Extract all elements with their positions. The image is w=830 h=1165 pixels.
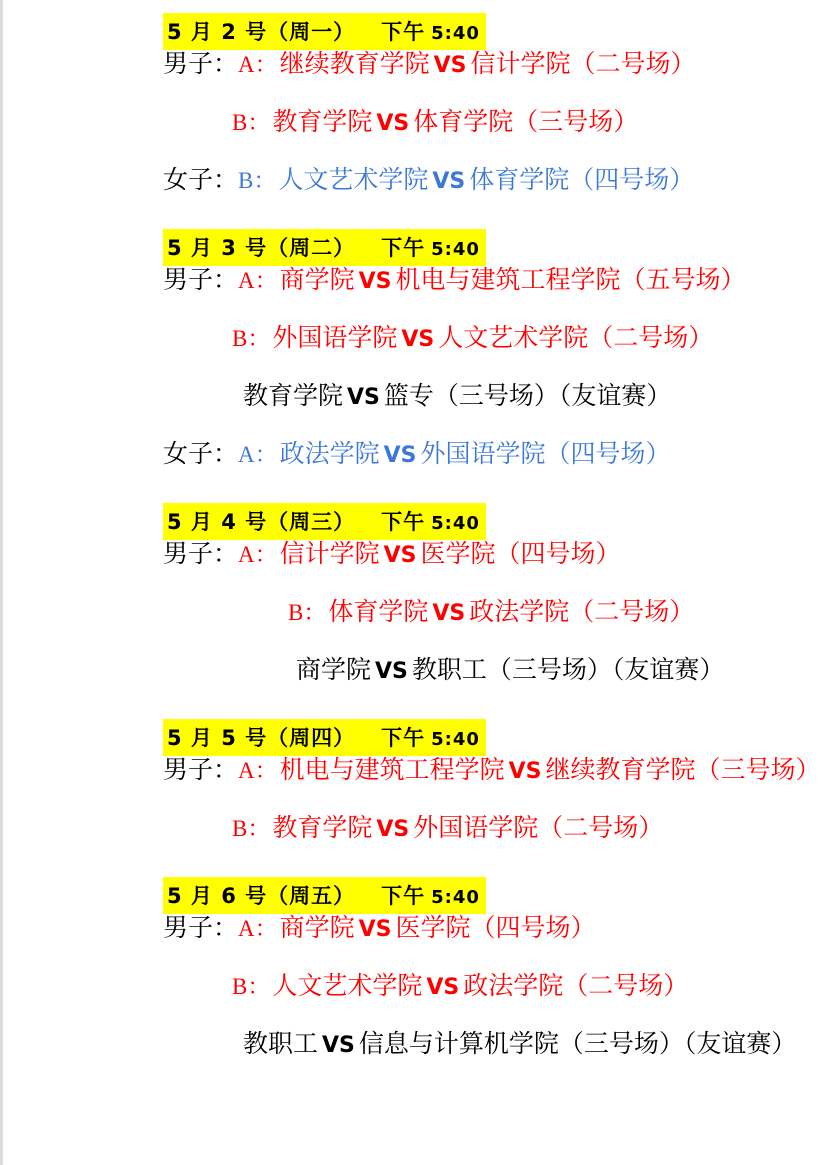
date-highlight xyxy=(163,503,486,540)
date-text: 5 月 2 号（周一） xyxy=(167,19,356,44)
match-line xyxy=(0,600,830,658)
match-line xyxy=(0,52,830,110)
venue-label: （四号场） xyxy=(569,167,695,194)
versus-label: VS xyxy=(383,443,417,468)
group-tag: B： xyxy=(232,974,271,999)
venue-label: （四号场） xyxy=(545,441,671,468)
venue-label: （四号场） xyxy=(470,915,596,942)
date-header xyxy=(163,874,830,916)
team-two: 医学院 xyxy=(395,915,471,942)
match-line xyxy=(0,110,830,168)
match-line xyxy=(0,758,830,816)
match-line xyxy=(0,384,830,442)
day-block xyxy=(0,10,830,226)
match-line xyxy=(0,816,830,874)
gender-category-label: 女子： xyxy=(163,167,239,194)
group-tag: B： xyxy=(232,816,271,841)
versus-label: VS xyxy=(433,53,467,78)
time-label: 下午 xyxy=(381,725,426,750)
team-two: 体育学院 xyxy=(469,167,570,194)
date-highlight xyxy=(163,877,486,914)
venue-label: （二号场） xyxy=(588,325,714,352)
team-one: 外国语学院 xyxy=(272,325,398,352)
team-one: 商学院 xyxy=(296,657,372,684)
gender-category-label: 男子： xyxy=(163,757,239,784)
team-two: 人文艺术学院 xyxy=(438,325,589,352)
group-tag: A： xyxy=(238,52,278,77)
day-block xyxy=(0,874,830,1090)
match-line xyxy=(0,974,830,1032)
date-text: 5 月 3 号（周二） xyxy=(167,235,356,260)
team-one: 教育学院 xyxy=(243,383,344,410)
time-value: 5:40 xyxy=(431,728,480,750)
time-value: 5:40 xyxy=(431,886,480,908)
versus-label: VS xyxy=(401,327,435,352)
team-two: 外国语学院 xyxy=(413,815,539,842)
venue-label: （四号场） xyxy=(495,541,621,568)
time-value: 5:40 xyxy=(431,238,480,260)
team-two: 信息与计算机学院 xyxy=(358,1031,559,1058)
venue-label: （二号场） xyxy=(538,815,664,842)
team-one: 人文艺术学院 xyxy=(272,973,423,1000)
venue-label: （五号场） xyxy=(620,267,746,294)
time-label: 下午 xyxy=(381,19,426,44)
match-line xyxy=(0,1032,830,1090)
versus-label: VS xyxy=(347,385,380,410)
venue-label: （三号场） xyxy=(513,109,639,136)
match-line xyxy=(0,542,830,600)
group-tag: B： xyxy=(232,326,271,351)
team-one: 商学院 xyxy=(279,915,355,942)
group-tag: B： xyxy=(238,168,277,193)
versus-label: VS xyxy=(508,759,542,784)
match-line xyxy=(0,442,830,500)
venue-label: （三号场）（友谊赛） xyxy=(433,383,672,410)
match-line xyxy=(0,268,830,326)
versus-label: VS xyxy=(358,269,392,294)
gender-category-label: 男子： xyxy=(163,267,239,294)
team-two: 体育学院 xyxy=(413,109,514,136)
team-two: 医学院 xyxy=(420,541,496,568)
group-tag: A： xyxy=(238,442,278,467)
time-value: 5:40 xyxy=(431,22,480,44)
team-two: 政法学院 xyxy=(463,973,564,1000)
date-header xyxy=(163,226,830,268)
time-value: 5:40 xyxy=(431,512,480,534)
venue-label: （二号场） xyxy=(569,599,695,626)
time-label: 下午 xyxy=(381,883,426,908)
date-header xyxy=(163,716,830,758)
versus-label: VS xyxy=(376,817,410,842)
group-tag: B： xyxy=(232,110,271,135)
team-one: 教育学院 xyxy=(272,109,373,136)
group-tag: A： xyxy=(238,916,278,941)
match-line xyxy=(0,326,830,384)
match-line xyxy=(0,916,830,974)
time-label: 下午 xyxy=(381,235,426,260)
team-two: 篮专 xyxy=(383,383,434,410)
team-two: 信计学院 xyxy=(470,51,571,78)
versus-label: VS xyxy=(426,975,460,1000)
team-one: 商学院 xyxy=(279,267,355,294)
team-two: 继续教育学院 xyxy=(545,757,696,784)
team-one: 继续教育学院 xyxy=(279,51,430,78)
versus-label: VS xyxy=(375,659,408,684)
gender-category-label: 男子： xyxy=(163,915,239,942)
venue-label: （三号场）（友谊赛） xyxy=(558,1031,797,1058)
team-one: 信计学院 xyxy=(279,541,380,568)
versus-label: VS xyxy=(432,169,466,194)
match-line xyxy=(0,168,830,226)
day-block xyxy=(0,500,830,716)
gender-category-label: 女子： xyxy=(163,441,239,468)
team-two: 机电与建筑工程学院 xyxy=(395,267,621,294)
date-text: 5 月 4 号（周三） xyxy=(167,509,356,534)
versus-label: VS xyxy=(376,111,410,136)
date-text: 5 月 6 号（周五） xyxy=(167,883,356,908)
gender-category-label: 男子： xyxy=(163,541,239,568)
date-highlight xyxy=(163,719,486,756)
team-one: 人文艺术学院 xyxy=(278,167,429,194)
versus-label: VS xyxy=(383,543,417,568)
date-text: 5 月 5 号（周四） xyxy=(167,725,356,750)
day-block xyxy=(0,716,830,874)
team-two: 教职工 xyxy=(411,657,487,684)
group-tag: A： xyxy=(238,758,278,783)
team-one: 机电与建筑工程学院 xyxy=(279,757,505,784)
team-one: 教职工 xyxy=(243,1031,319,1058)
team-two: 外国语学院 xyxy=(420,441,546,468)
venue-label: （二号场） xyxy=(563,973,689,1000)
day-block xyxy=(0,226,830,500)
date-highlight xyxy=(163,229,486,266)
gender-category-label: 男子： xyxy=(163,51,239,78)
date-header xyxy=(163,500,830,542)
versus-label: VS xyxy=(432,601,466,626)
venue-label: （二号场） xyxy=(570,51,696,78)
venue-label: （三号场） xyxy=(695,757,821,784)
team-one: 教育学院 xyxy=(272,815,373,842)
team-two: 政法学院 xyxy=(469,599,570,626)
group-tag: A： xyxy=(238,268,278,293)
venue-label: （三号场）（友谊赛） xyxy=(486,657,725,684)
date-header xyxy=(163,10,830,52)
match-line xyxy=(0,658,830,716)
team-one: 体育学院 xyxy=(328,599,429,626)
group-tag: A： xyxy=(238,542,278,567)
versus-label: VS xyxy=(358,917,392,942)
group-tag: B： xyxy=(288,600,327,625)
time-label: 下午 xyxy=(381,509,426,534)
date-highlight xyxy=(163,13,486,50)
versus-label: VS xyxy=(322,1033,355,1058)
team-one: 政法学院 xyxy=(279,441,380,468)
